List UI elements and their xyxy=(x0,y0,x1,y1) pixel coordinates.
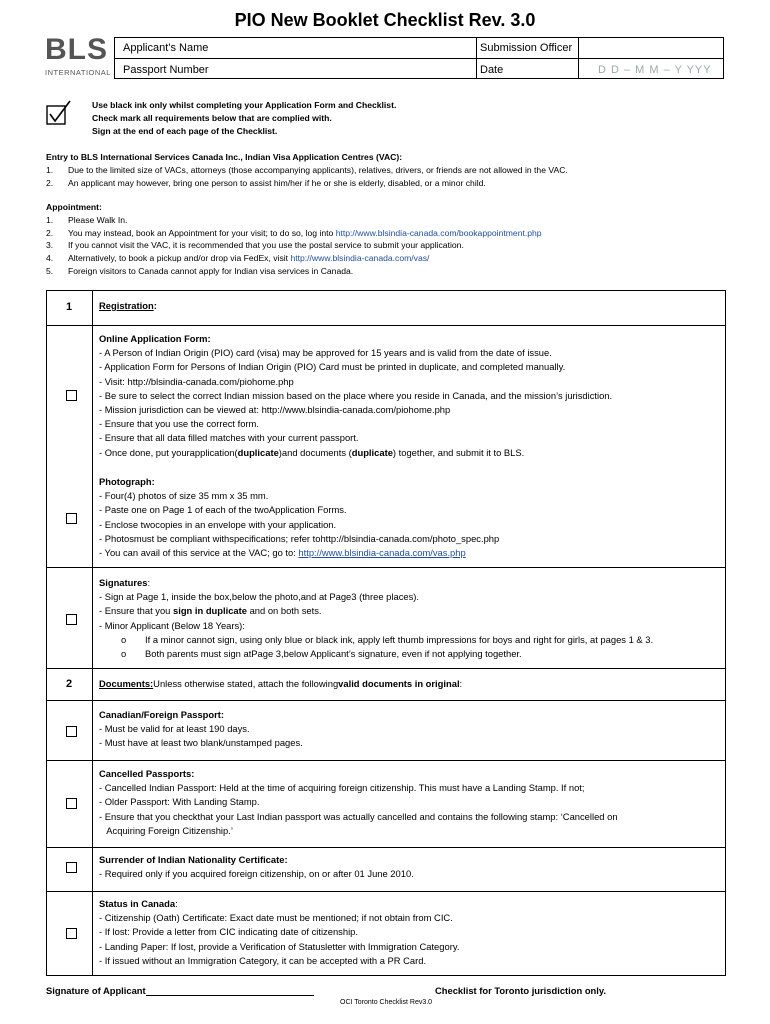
text: - You can avail of this service at the VAC; go to: xyxy=(99,547,299,559)
emphasis: sign in duplicate xyxy=(173,605,247,617)
page-title: PIO New Booklet Checklist Rev. 3.0 xyxy=(234,10,536,30)
list-item: An applicant may however, bring one person to assist him/her if he or she is elderly, disabled, or a minor child. xyxy=(68,177,486,188)
book-appointment-link[interactable]: http://www.blsindia-canada.com/bookappointment.php xyxy=(335,227,542,238)
instruction-line: Use black ink only whilst completing your Application Form and Checklist. xyxy=(92,100,397,110)
instruction-line: Check mark all requirements below that are complied with. xyxy=(92,113,332,123)
signature-label: Signature of Applicant xyxy=(46,985,146,996)
bullet: o xyxy=(121,633,127,645)
signature-line[interactable] xyxy=(146,985,314,996)
colon: : xyxy=(459,678,463,689)
instruction-line: Sign at the end of each page of the Checklist. xyxy=(92,126,278,136)
surrender-block xyxy=(99,853,721,881)
list-item: - Enclose twocopies in an envelope with your application. xyxy=(99,518,337,530)
document-footer-id: OCI Toronto Checklist Rev3.0 xyxy=(340,999,433,1006)
surrender-checkbox[interactable] xyxy=(66,862,77,873)
list-number: 3. xyxy=(46,240,54,251)
passport-heading: Canadian/Foreign Passport: xyxy=(99,709,225,720)
cancelled-heading: Cancelled Passports: xyxy=(99,768,195,779)
list-item: - Citizenship (Oath) Certificate: Exact date must be mentioned; if not obtain from CIC. xyxy=(99,912,453,924)
passport-checkbox[interactable] xyxy=(66,726,77,737)
passport-number-field[interactable] xyxy=(237,59,475,78)
status-heading: Status in Canada xyxy=(99,898,176,909)
submission-officer-field[interactable] xyxy=(580,38,722,57)
list-item: - Must have at least two blank/unstamped pages. xyxy=(99,737,303,749)
list-item: - If issued without an Immigration Category, it can be accepted with a PR Card. xyxy=(99,954,427,966)
list-item: - Application Form for Persons of Indian Origin (PIO) Card must be printed in duplicate, and completed manually. xyxy=(99,361,566,373)
list-number: 1. xyxy=(46,214,54,225)
entry-section xyxy=(46,151,568,189)
status-block xyxy=(99,897,721,968)
emphasis: duplicate xyxy=(351,446,393,458)
list-item: - Must be valid for at least 190 days. xyxy=(99,723,250,735)
passport-number-label: Passport Number xyxy=(123,64,209,76)
status-checkbox[interactable] xyxy=(66,928,77,939)
text: and on both sets. xyxy=(246,605,322,617)
list-item: Due to the limited size of VACs, attorneys (those accompanying applicants), relatives, drivers, or friends are not allowed in the VAC. xyxy=(68,164,568,175)
list-item xyxy=(99,546,721,560)
list-item: - Paste one on Page 1 of each of the twoApplication Forms. xyxy=(99,504,347,516)
date-label: Date xyxy=(480,64,504,76)
list-item: - Sign at Page 1, inside the box,below the photo,and at Page3 (three places). xyxy=(99,591,420,603)
list-item: - Minor Applicant (Below 18 Years): xyxy=(99,619,245,631)
section-number: 1 xyxy=(65,301,73,313)
sub-list-item xyxy=(99,633,721,647)
list-item: - Four(4) photos of size 35 mm x 35 mm. xyxy=(99,490,269,502)
text: - Ensure that you xyxy=(99,605,173,617)
list-item: - Visit: http://blsindia-canada.com/piohome.php xyxy=(99,375,294,387)
text: ) together, and submit it to BLS. xyxy=(392,446,525,458)
emphasis: duplicate xyxy=(237,446,279,458)
photograph-heading: Photograph: xyxy=(99,476,155,487)
appointment-section xyxy=(46,201,542,278)
cancelled-passports-checkbox[interactable] xyxy=(66,798,77,809)
colon: : xyxy=(175,898,178,909)
registration-title: Registration xyxy=(99,300,154,311)
list-item: - Cancelled Indian Passport: Held at the time of acquiring foreign citizenship. This must have a Landing Stamp. If not; xyxy=(99,782,585,794)
logo-text: BLS xyxy=(45,33,108,66)
list-number: 4. xyxy=(46,253,54,264)
online-heading: Online Application Form: xyxy=(99,333,211,344)
list-item: Foreign visitors to Canada cannot apply for Indian visa services in Canada. xyxy=(68,265,354,276)
vas-link[interactable]: http://www.blsindia-canada.com/vas.php xyxy=(298,547,466,559)
submission-officer-label: Submission Officer xyxy=(480,42,573,54)
applicant-name-field[interactable] xyxy=(237,38,475,57)
photograph-checkbox[interactable] xyxy=(66,513,77,524)
colon: : xyxy=(147,577,151,588)
list-item xyxy=(99,604,721,618)
emphasis: valid documents in original xyxy=(338,678,460,689)
applicant-name-label: Applicant’s Name xyxy=(123,42,209,54)
list-item: - If lost: Provide a letter from CIC indicating date of citizenship. xyxy=(99,926,358,938)
list-item: - Ensure that you checkthat your Last Indian passport was actually cancelled and contains the following stamp: ‘Cancelled on xyxy=(99,810,618,822)
instructions xyxy=(92,99,396,138)
cancelled-passports-block xyxy=(99,767,721,838)
photograph-block xyxy=(99,475,721,560)
list-item: You may instead, book an Appointment for your visit; to do so, log into xyxy=(68,227,336,238)
documents-title: Documents: xyxy=(99,678,154,689)
signatures-heading: Signatures xyxy=(99,577,148,588)
online-form-checkbox[interactable] xyxy=(66,390,77,401)
text: )and documents ( xyxy=(278,446,352,458)
list-item: - Required only if you acquired foreign citizenship, on or after 01 June 2010. xyxy=(99,868,414,880)
passport-block xyxy=(99,708,721,751)
signatures-checkbox[interactable] xyxy=(66,614,77,625)
list-item: - Mission jurisdiction can be viewed at: http://www.blsindia-canada.com/piohome.php xyxy=(99,404,451,416)
list-item: - Landing Paper: If lost, provide a Verification of Statusletter with Immigration Category. xyxy=(99,940,460,952)
online-application-block xyxy=(99,332,721,460)
bls-logo xyxy=(45,33,111,80)
registration-heading xyxy=(99,299,721,313)
surrender-heading: Surrender of Indian Nationality Certificate: xyxy=(99,854,288,865)
section-number: 2 xyxy=(65,678,73,690)
text: If a minor cannot sign, using only blue or black ink, apply left thumb impressions for boys and right for girls, at pages 1 & 3. xyxy=(145,633,654,645)
list-item: - Photosmust be compliant withspecifications; refer tohttp://blsindia-canada.com/photo_spec.php xyxy=(99,532,500,544)
text: - Once done, put yourapplication( xyxy=(99,446,238,458)
list-number: 2. xyxy=(46,227,54,238)
list-item: - Ensure that all data filled matches with your current passport. xyxy=(99,432,359,444)
signature-of-applicant xyxy=(46,985,314,996)
list-number: 2. xyxy=(46,177,54,188)
checkmark-box-icon xyxy=(46,100,72,126)
list-item: If you cannot visit the VAC, it is recommended that you use the postal service to submit your application. xyxy=(68,240,464,251)
text: Unless otherwise stated, attach the following xyxy=(153,678,339,689)
date-field[interactable]: D D – M M – Y YYY xyxy=(598,64,712,76)
text: Both parents must sign atPage 3,below Applicant’s signature, even if not applying together. xyxy=(145,648,522,660)
logo-subtext: INTERNATIONAL xyxy=(45,68,111,77)
list-item: - Be sure to select the correct Indian mission based on the place where you reside in Canada, and the mission’s jurisdiction. xyxy=(99,389,613,401)
fedex-vas-link[interactable]: http://www.blsindia-canada.com/vas/ xyxy=(290,253,430,264)
colon: : xyxy=(153,300,157,311)
list-item: Please Walk In. xyxy=(68,214,128,225)
list-item: - A Person of Indian Origin (PIO) card (visa) may be approved for 15 years and is valid from the date of issue. xyxy=(99,347,552,359)
list-item xyxy=(99,446,721,460)
documents-heading xyxy=(99,677,721,691)
entry-heading: Entry to BLS International Services Canada Inc., Indian Visa Application Centres (VAC): xyxy=(46,152,403,162)
list-number: 5. xyxy=(46,265,54,276)
list-number: 1. xyxy=(46,164,54,175)
appointment-heading: Appointment: xyxy=(46,202,102,212)
jurisdiction-note: Checklist for Toronto jurisdiction only. xyxy=(435,985,607,996)
list-item: Acquiring Foreign Citizenship.’ xyxy=(99,824,233,836)
sub-list-item xyxy=(99,647,721,661)
list-item: - Ensure that you use the correct form. xyxy=(99,418,259,430)
list-item: - Older Passport: With Landing Stamp. xyxy=(99,796,260,808)
list-item: Alternatively, to book a pickup and/or drop via FedEx, visit xyxy=(68,253,291,264)
signatures-block xyxy=(99,576,721,661)
bullet: o xyxy=(121,648,127,660)
